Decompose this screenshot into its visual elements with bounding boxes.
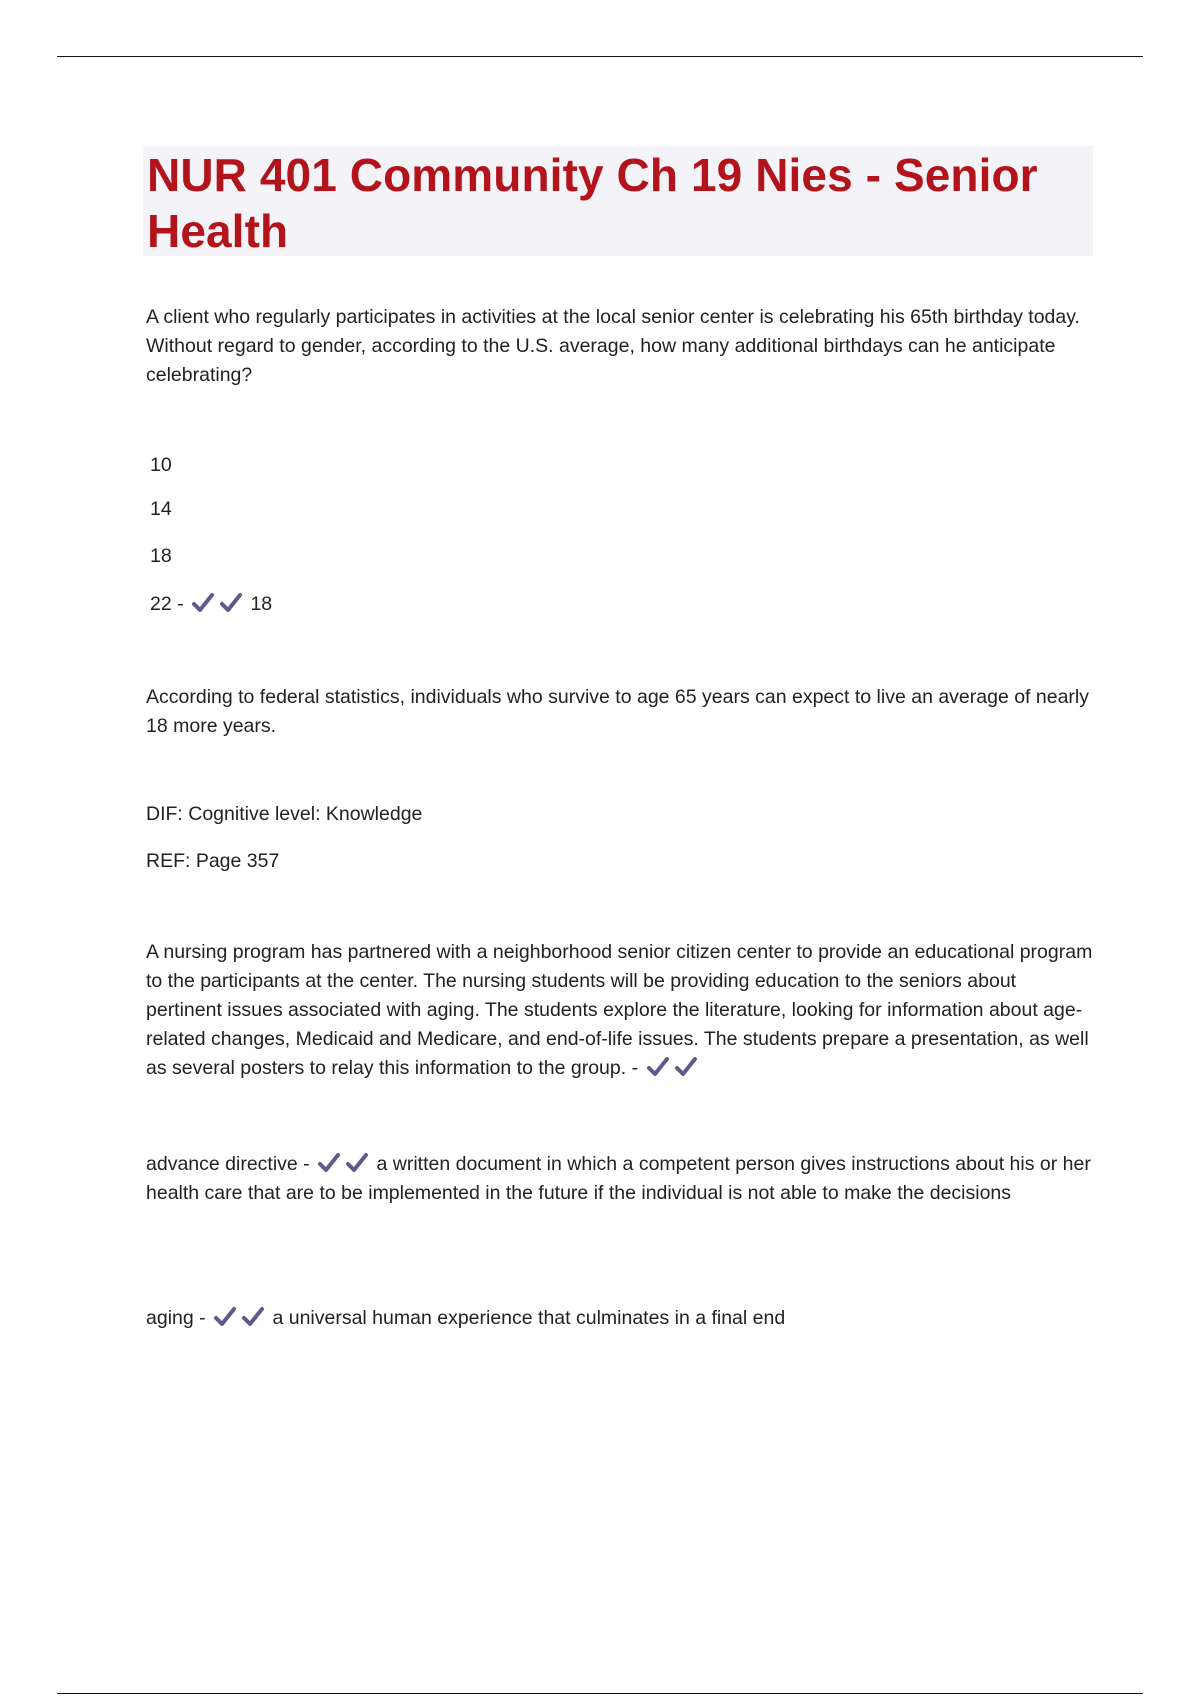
question-1-rationale: According to federal statistics, individuals who survive to age 65 years can expect to live an average of nearly 18 more years. [146, 686, 1090, 737]
check-icon [191, 592, 215, 614]
check-icon [241, 1306, 265, 1328]
answer-option-4-label: 22 - [150, 593, 184, 615]
bottom-rule [57, 1693, 1143, 1694]
answer-option-4 [150, 590, 272, 619]
term-definition: a universal human experience that culminates in a final end [272, 1307, 786, 1329]
page-title: NUR 401 Community Ch 19 Nies - Senior Health [147, 149, 1038, 257]
check-icon [674, 1056, 698, 1078]
check-icon [646, 1056, 670, 1078]
answer-option-2: 14 [150, 498, 172, 520]
answer-option-3: 18 [150, 545, 172, 567]
page-reference: REF: Page 357 [146, 850, 280, 872]
check-icon [219, 592, 243, 614]
question-1-stem: A client who regularly participates in activities at the local senior center is celebrating his 65th birthday today. Without regard to gender, according to the U.S. average, how many additional birthdays can he anticipate celebrating? [146, 306, 1080, 386]
correct-answer: 18 [250, 593, 273, 615]
term-label: aging - [146, 1307, 206, 1329]
difficulty-level: DIF: Cognitive level: Knowledge [146, 803, 423, 825]
scenario-paragraph [146, 938, 1096, 1083]
check-icon [345, 1152, 369, 1174]
answer-option-1: 10 [150, 454, 172, 476]
term-advance-directive [146, 1150, 1096, 1208]
term-label: advance directive - [146, 1153, 310, 1175]
scenario-text: A nursing program has partnered with a neighborhood senior citizen center to provide an educational program to the participants at the center. The nursing students will be providing education to the seniors about pertinent issues associated with aging. The students explore the literature, looking for information about age-related changes, Medicaid and Medicare, and end-of-life issues. The students prepare a presentation, as well as several posters to relay this information to the group. - [146, 941, 1093, 1079]
term-aging [146, 1304, 1096, 1333]
check-icon [213, 1306, 237, 1328]
check-icon [317, 1152, 341, 1174]
top-rule [57, 56, 1143, 57]
term-definition: a written document in which a competent person gives instructions about his or her health care that are to be implemented in the future if the individual is not able to make the decisions [146, 1153, 1091, 1204]
